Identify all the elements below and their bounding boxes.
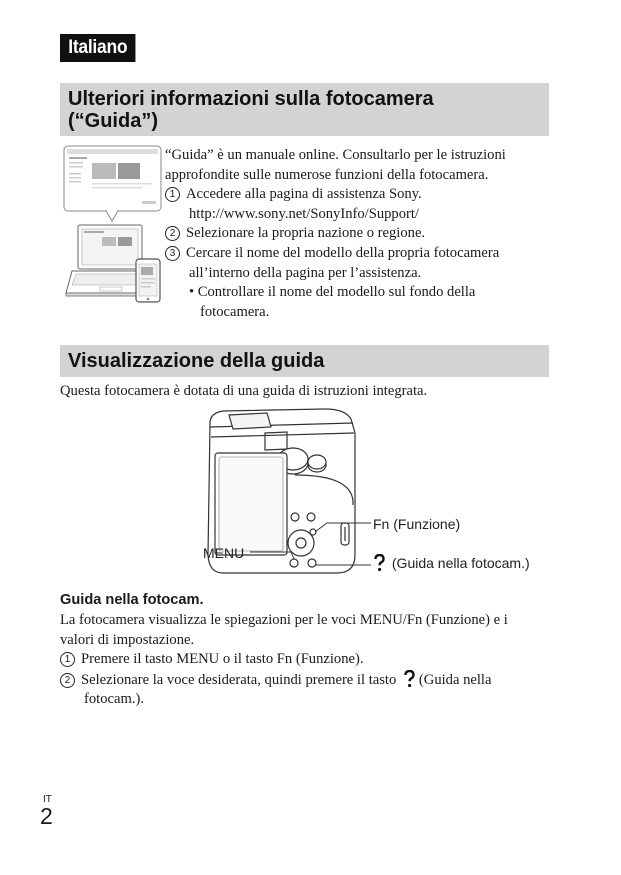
section-heading-line2: (“Guida”) bbox=[68, 110, 158, 132]
bullet-note-line1: • Controllare il nome del modello sul fondo della bbox=[189, 284, 476, 301]
question-mark-icon bbox=[374, 554, 385, 572]
guide-step-2-text-post: (Guida nella bbox=[418, 671, 492, 688]
guide-step-2 bbox=[60, 670, 560, 691]
guide-step-1-text: Premere il tasto MENU o il tasto Fn (Funzione). bbox=[81, 651, 364, 668]
in-camera-guide-subheading: Guida nella fotocam. bbox=[60, 592, 204, 608]
step-1 bbox=[165, 185, 565, 205]
intro-line1: “Guida” è un manuale online. Consultarlo per le istruzioni bbox=[165, 147, 506, 163]
section-heading-line1: Ulteriori informazioni sulla fotocamera bbox=[68, 88, 434, 110]
guide-step-number-1: 1 bbox=[60, 652, 75, 667]
step-3-text: Cercare il nome del modello della propria fotocamera bbox=[186, 244, 500, 261]
page-number: 2 bbox=[40, 803, 53, 829]
help-button-text: (Guida nella fotocam.) bbox=[391, 555, 530, 571]
help-button-label bbox=[374, 554, 530, 572]
step-2 bbox=[165, 224, 565, 244]
guide-step-number-2: 2 bbox=[60, 673, 75, 688]
guide-step-2-text-pre: Selezionare la voce desiderata, quindi premere il tasto bbox=[81, 671, 397, 688]
step-number-1: 1 bbox=[165, 187, 180, 202]
in-camera-guide-body bbox=[60, 611, 560, 710]
menu-button-label: MENU bbox=[203, 545, 245, 561]
browser-window-icon bbox=[64, 146, 161, 221]
step-number-2: 2 bbox=[165, 226, 180, 241]
guide-intro bbox=[165, 146, 565, 322]
step-2-text: Selezionare la propria nazione o regione. bbox=[186, 225, 426, 242]
step-3 bbox=[165, 244, 565, 264]
guide-para-line1: La fotocamera visualizza le spiegazioni per le voci MENU/Fn (Funzione) e i bbox=[60, 612, 508, 628]
step-number-3: 3 bbox=[165, 246, 180, 261]
question-mark-icon bbox=[404, 670, 415, 688]
laptop-phone-illustration bbox=[62, 143, 166, 309]
guide-step-2-continued: fotocam.). bbox=[84, 691, 144, 708]
guide-step-1 bbox=[60, 650, 560, 670]
display-guide-intro: Questa fotocamera è dotata di una guida di istruzioni integrata. bbox=[60, 383, 428, 399]
smartphone-icon bbox=[136, 259, 160, 302]
section-heading-guide bbox=[60, 83, 549, 136]
footer-language-code: IT bbox=[43, 794, 52, 805]
language-tab: Italiano bbox=[60, 34, 136, 62]
step-1-text: Accedere alla pagina di assistenza Sony. bbox=[186, 186, 422, 203]
fn-button-label: Fn (Funzione) bbox=[373, 516, 461, 532]
bullet-note-line2: fotocamera. bbox=[200, 303, 270, 320]
intro-line2: approfondite sulle numerose funzioni della fotocamera. bbox=[165, 166, 489, 183]
section-heading-display-guide: Visualizzazione della guida bbox=[60, 345, 549, 377]
guide-para-line2: valori di impostazione. bbox=[60, 631, 195, 648]
support-url[interactable]: http://www.sony.net/SonyInfo/Support/ bbox=[189, 205, 419, 222]
step-3-continued: all’interno della pagina per l’assistenza. bbox=[189, 264, 422, 281]
